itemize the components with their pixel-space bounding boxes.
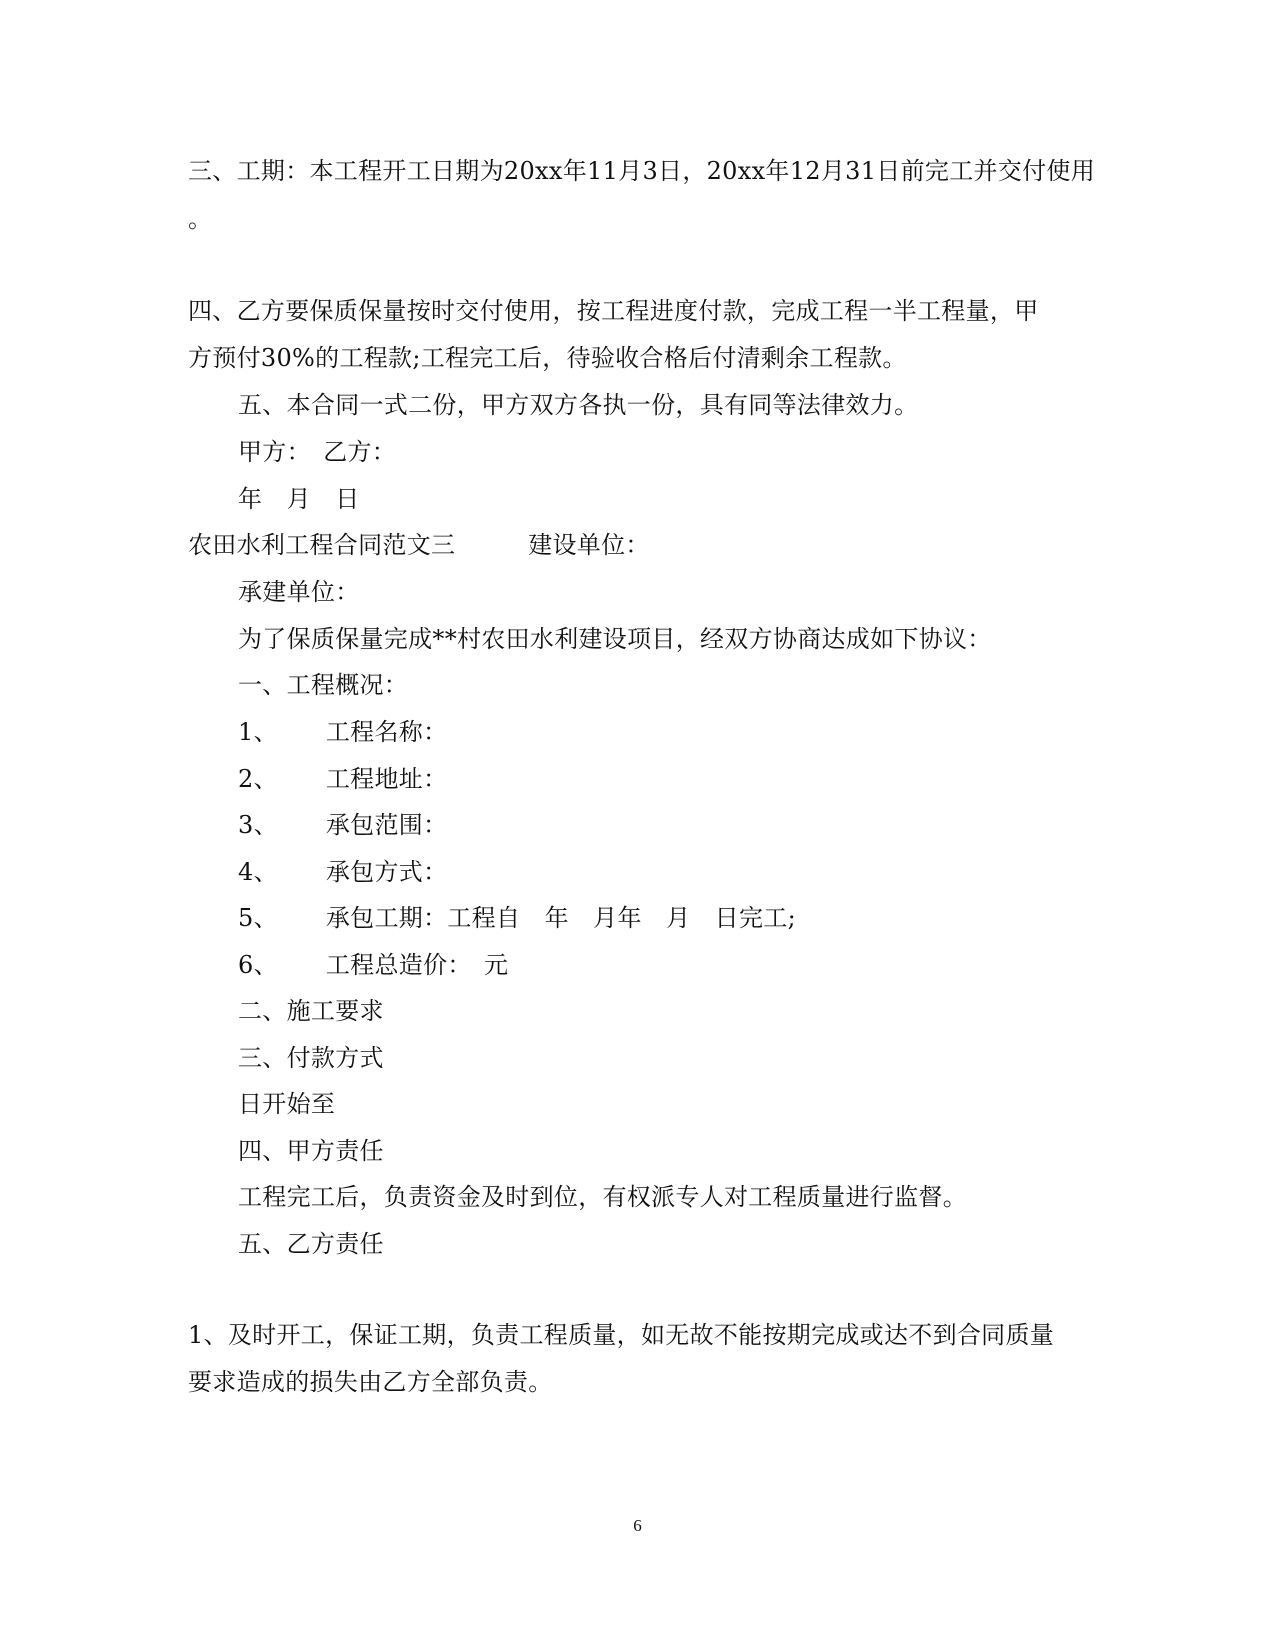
paragraph-party-b-duty-1: 1、及时开工，保证工期，负责工程质量，如无故不能按期完成或达不到合同质量: [188, 1321, 1055, 1349]
list-item-number: 1、: [238, 718, 278, 746]
list-item-text: 承包工期：工程自 年 月年 月 日完工;: [325, 904, 796, 932]
list-item-text: 承包方式：: [325, 858, 448, 886]
heading-project-overview: 一、工程概况：: [238, 671, 409, 699]
list-item: [238, 764, 447, 794]
paragraph-party-b-duty-1-cont: 要求造成的损失由乙方全部负责。: [188, 1368, 553, 1396]
paragraph-copies: 五、本合同一式二份，甲方双方各执一份，具有同等法律效力。: [238, 391, 919, 419]
paragraph-quality-payment: 四、乙方要保质保量按时交付使用，按工程进度付款，完成工程一半工程量，甲: [188, 297, 1039, 325]
list-item-number: 3、: [238, 811, 278, 839]
heading-payment-method: 三、付款方式: [238, 1044, 384, 1072]
list-item-text: 工程名称：: [325, 718, 448, 746]
paragraph-period-continuation: 。: [188, 205, 213, 233]
paragraph-party-a-duties: 工程完工后，负责资金及时到位，有权派专人对工程质量进行监督。: [238, 1183, 967, 1211]
list-item: [238, 903, 796, 933]
list-item-text: 工程总造价： 元: [325, 951, 509, 979]
paragraph-start-date: 日开始至: [238, 1090, 336, 1118]
signature-date: 年 月 日: [238, 485, 360, 513]
section-title-contract-three: 农田水利工程合同范文三 建设单位：: [188, 531, 650, 559]
paragraph-construction-period: 三、工期：本工程开工日期为20xx年11月3日，20xx年12月31日前完工并交付使用: [188, 157, 1096, 185]
list-item-text: 工程地址：: [325, 765, 448, 793]
list-item-number: 2、: [238, 765, 278, 793]
heading-party-b-duties: 五、乙方责任: [238, 1230, 384, 1258]
list-item-number: 6、: [238, 951, 278, 979]
paragraph-preamble: 为了保质保量完成**村农田水利建设项目，经双方协商达成如下协议：: [238, 625, 992, 653]
contractor-unit: 承建单位：: [238, 578, 360, 606]
signature-parties: 甲方： 乙方：: [238, 438, 397, 466]
list-item: [238, 857, 447, 887]
list-item: [238, 810, 447, 840]
list-item-number: 4、: [238, 858, 278, 886]
heading-construction-requirements: 二、施工要求: [238, 997, 384, 1025]
heading-party-a-duties: 四、甲方责任: [238, 1137, 384, 1165]
page-number: 6: [633, 1516, 642, 1535]
list-item-text: 承包范围：: [325, 811, 448, 839]
list-item-number: 5、: [238, 904, 278, 932]
list-item: [238, 717, 447, 747]
paragraph-quality-payment-cont: 方预付30%的工程款;工程完工后，待验收合格后付清剩余工程款。: [188, 344, 907, 372]
list-item: [238, 950, 508, 980]
